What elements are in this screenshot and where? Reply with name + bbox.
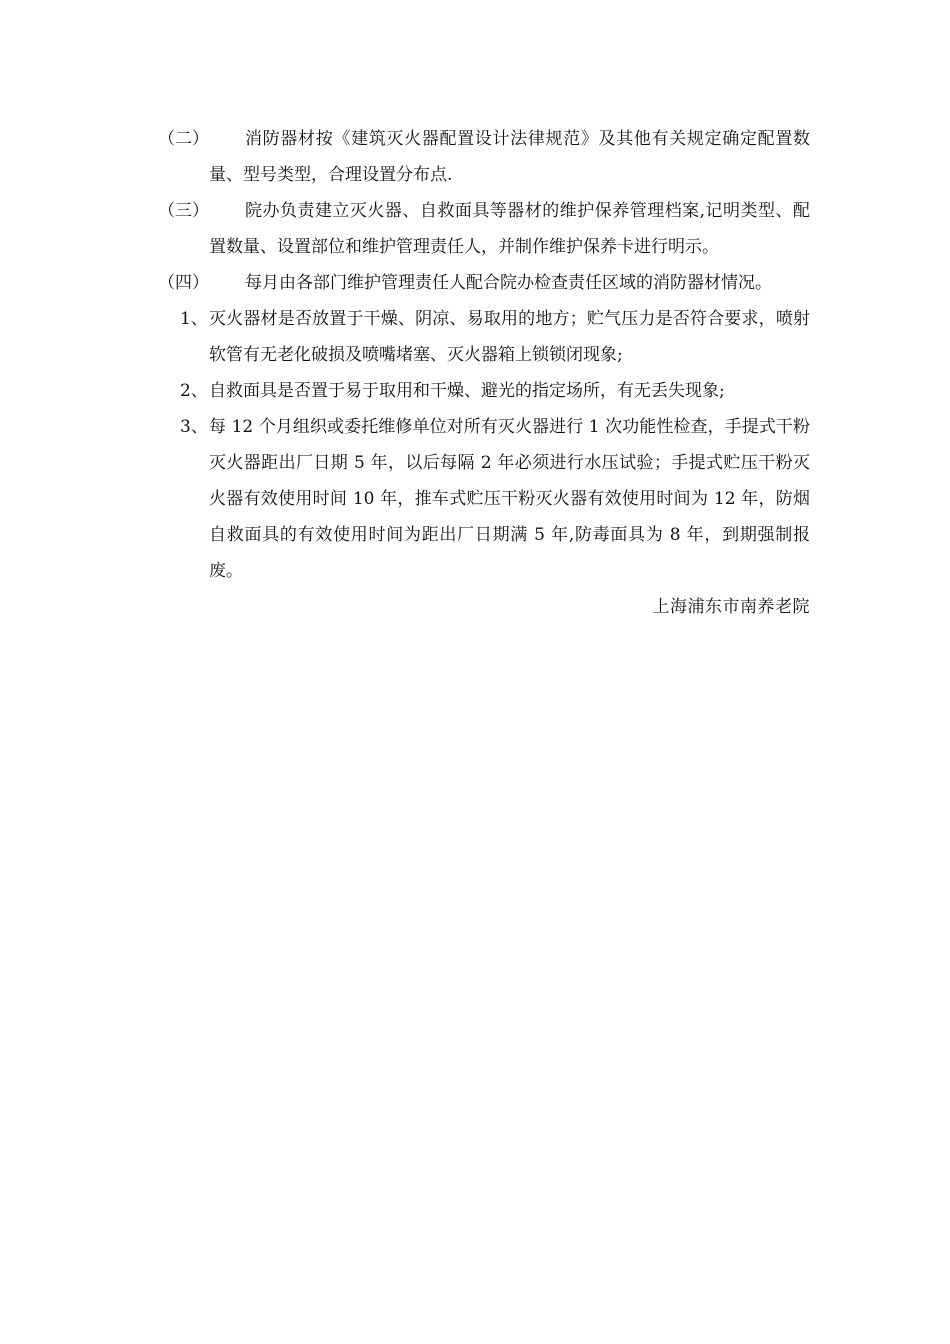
section-text: 消防器材按《建筑灭火器配置设计法律规范》及其他有关规定确定配置数量、型号类型，合理设置分布点. (209, 129, 810, 185)
document-body (158, 121, 810, 625)
list-item-2 (158, 373, 810, 409)
signature: 上海浦东市南养老院 (652, 597, 810, 617)
section-number: （三） (158, 201, 209, 221)
item-text: 灭火器材是否放置于干燥、阴凉、易取用的地方；贮气压力是否符合要求，喷射软管有无老化破损及喷嘴堵塞、灭火器箱上锁锁闭现象; (209, 309, 810, 365)
section-3 (158, 193, 810, 265)
section-4 (158, 265, 810, 301)
list-item-1 (158, 301, 810, 373)
item-number: 2、 (180, 381, 208, 401)
section-text: 院办负责建立灭火器、自救面具等器材的维护保养管理档案,记明类型、配置数量、设置部位和维护管理责任人，并制作维护保养卡进行明示。 (209, 201, 810, 257)
item-text: 每 12 个月组织或委托维修单位对所有灭火器进行 1 次功能性检查，手提式干粉灭火器距出厂日期 5 年，以后每隔 2 年必须进行水压试验；手提式贮压干粉灭火器有效使用时间 10 年，推车式贮压干粉灭火器有效使用时间为 12 年，防烟自救面具的有效使用时间为距出厂日期满 5 年,防毒面具为 8 年，到期强制报废。 (209, 417, 810, 581)
item-text: 自救面具是否置于易于取用和干燥、避光的指定场所，有无丢失现象; (209, 381, 725, 401)
section-2 (158, 121, 810, 193)
section-number: （二） (158, 129, 209, 149)
list-item-3 (158, 409, 810, 589)
section-number: （四） (158, 273, 209, 293)
section-text: 每月由各部门维护管理责任人配合院办检查责任区域的消防器材情况。 (245, 273, 772, 293)
item-number: 1、 (180, 309, 208, 329)
item-number: 3、 (180, 417, 208, 437)
